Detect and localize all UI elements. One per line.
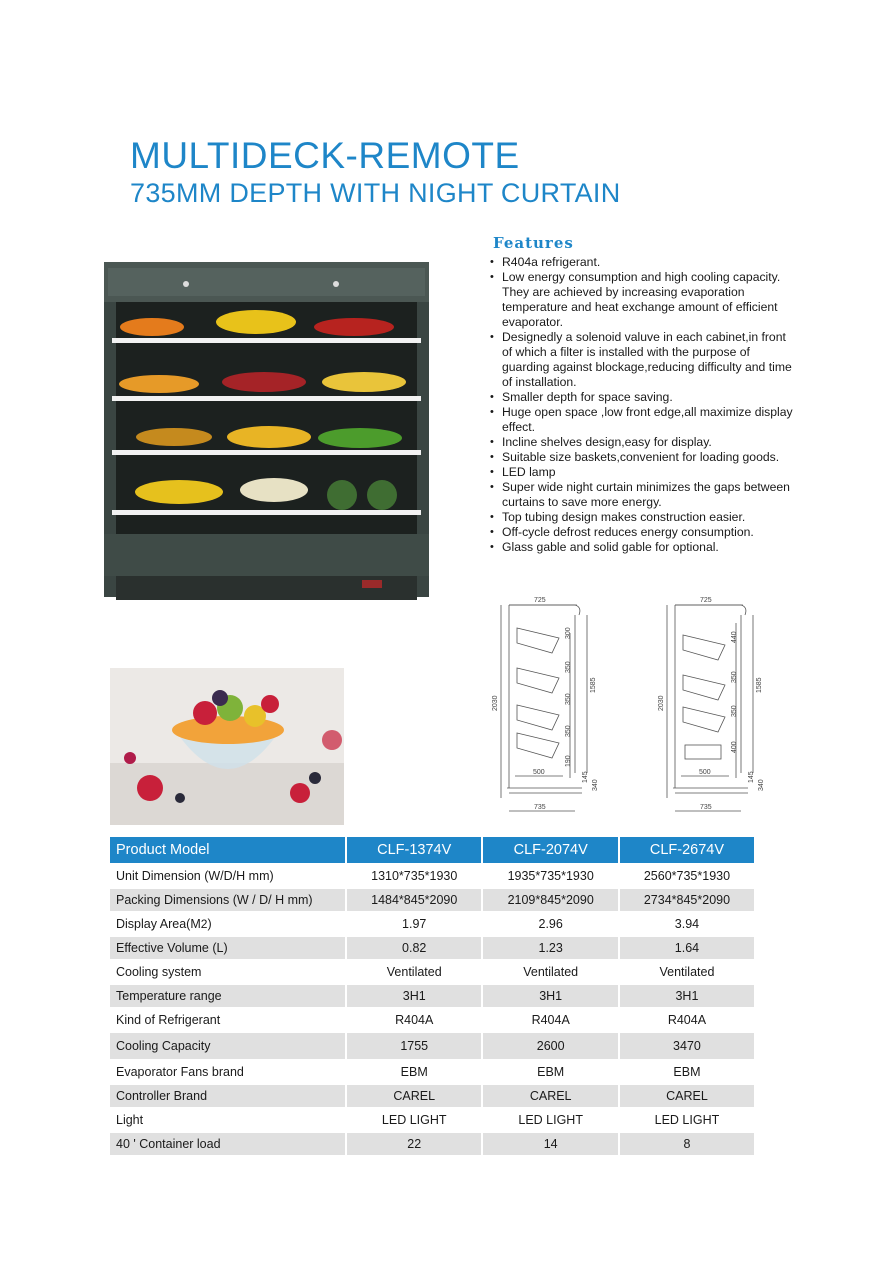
table-cell: 2560*735*1930 <box>619 864 754 888</box>
diagram-bottom-width: 735 <box>534 804 546 811</box>
table-cell: 3.94 <box>619 912 754 936</box>
table-row <box>110 1108 754 1132</box>
feature-item: • Incline shelves design,easy for display. <box>490 435 795 450</box>
table-cell: 22 <box>346 1132 482 1155</box>
spec-table <box>110 837 754 1155</box>
diagram-base-height: 145 <box>582 771 589 783</box>
diagram-spacing: 440 <box>731 631 738 643</box>
table-row <box>110 1060 754 1084</box>
feature-item: • Top tubing design makes construction easier. <box>490 510 795 525</box>
diagram-top-width: 725 <box>534 597 546 604</box>
diagram-height-inner: 1585 <box>756 677 763 693</box>
table-row <box>110 1008 754 1032</box>
table-cell: 1.97 <box>346 912 482 936</box>
table-cell: R404A <box>346 1008 482 1032</box>
features-heading: Features <box>493 234 574 252</box>
feature-item: • Designedly a solenoid valuve in each cabinet,in front of which a filter is installed with the purpose of guarding against blockage,reducing difficulty and time of installation. <box>490 330 795 390</box>
diagram-base-height: 340 <box>592 779 599 791</box>
feature-item: • Smaller depth for space saving. <box>490 390 795 405</box>
table-cell: 2109*845*2090 <box>482 888 618 912</box>
row-label: Effective Volume (L) <box>110 936 346 960</box>
row-label: Cooling Capacity <box>110 1032 346 1060</box>
table-cell: R404A <box>482 1008 618 1032</box>
row-label: Temperature range <box>110 984 346 1008</box>
table-row <box>110 864 754 888</box>
diagram-top-width: 725 <box>700 597 712 604</box>
table-row <box>110 888 754 912</box>
table-cell: CAREL <box>346 1084 482 1108</box>
feature-item: • R404a refrigerant. <box>490 255 795 270</box>
cabinet-photo <box>104 262 429 602</box>
table-cell: Ventilated <box>346 960 482 984</box>
table-cell: 1310*735*1930 <box>346 864 482 888</box>
diagram-height-inner: 1585 <box>590 677 597 693</box>
table-cell: 1755 <box>346 1032 482 1060</box>
diagram-spacing: 190 <box>565 755 572 767</box>
diagram-spacing: 400 <box>731 741 738 753</box>
page-title: MULTIDECK-REMOTE <box>130 135 520 176</box>
feature-item: • LED lamp <box>490 465 795 480</box>
table-cell: 1.23 <box>482 936 618 960</box>
diagram-base-width: 500 <box>533 769 545 776</box>
section-diagram <box>487 593 599 818</box>
table-cell: 3H1 <box>346 984 482 1008</box>
row-label: Display $Area(M^2)$ <box>110 912 346 936</box>
diagram-spacing: 350 <box>565 661 572 673</box>
section-diagram <box>653 593 765 818</box>
table-cell: 3H1 <box>482 984 618 1008</box>
table-cell: 3470 <box>619 1032 754 1060</box>
column-header: CLF-2674V <box>619 837 754 864</box>
column-header: CLF-1374V <box>346 837 482 864</box>
table-cell: Ventilated <box>619 960 754 984</box>
diagram-height-total: 2030 <box>492 695 499 711</box>
row-label: Controller Brand <box>110 1084 346 1108</box>
diagram-spacing: 350 <box>565 725 572 737</box>
row-label: Evaporator Fans brand <box>110 1060 346 1084</box>
table-cell: EBM <box>346 1060 482 1084</box>
table-cell: 1.64 <box>619 936 754 960</box>
row-label: 40 ' Container load <box>110 1132 346 1155</box>
table-cell: 3H1 <box>619 984 754 1008</box>
feature-item: • Huge open space ,low front edge,all maximize display effect. <box>490 405 795 435</box>
diagram-base-width: 500 <box>699 769 711 776</box>
table-row <box>110 936 754 960</box>
row-label: Light <box>110 1108 346 1132</box>
table-cell: Ventilated <box>482 960 618 984</box>
row-label: Kind of Refrigerant <box>110 1008 346 1032</box>
feature-item: • Super wide night curtain minimizes the gaps between curtains to save more energy. <box>490 480 795 510</box>
table-cell: EBM <box>482 1060 618 1084</box>
table-cell: LED LIGHT <box>482 1108 618 1132</box>
table-row <box>110 912 754 936</box>
diagram-base-height: 340 <box>758 779 765 791</box>
row-label: Unit Dimension (W/D/H mm) <box>110 864 346 888</box>
diagram-spacing: 350 <box>731 705 738 717</box>
feature-item: • Suitable size baskets,convenient for loading goods. <box>490 450 795 465</box>
table-cell: CAREL <box>619 1084 754 1108</box>
diagram-spacing: 300 <box>565 627 572 639</box>
diagram-base-height: 145 <box>748 771 755 783</box>
page-subtitle: 735MM DEPTH WITH NIGHT CURTAIN <box>130 178 621 208</box>
table-cell: LED LIGHT <box>619 1108 754 1132</box>
diagram-bottom-width: 735 <box>700 804 712 811</box>
row-label: Cooling system <box>110 960 346 984</box>
features-list <box>490 255 795 555</box>
feature-item: • Glass gable and solid gable for optional. <box>490 540 795 555</box>
table-cell: 1935*735*1930 <box>482 864 618 888</box>
table-cell: 8 <box>619 1132 754 1155</box>
table-row <box>110 984 754 1008</box>
diagram-spacing: 350 <box>731 671 738 683</box>
table-cell: EBM <box>619 1060 754 1084</box>
feature-item: • Low energy consumption and high cooling capacity. They are achieved by increasing evaporation temperature and heat exchange amount of efficient evaporator. <box>490 270 795 330</box>
table-row <box>110 1032 754 1060</box>
table-cell: CAREL <box>482 1084 618 1108</box>
table-cell: 0.82 <box>346 936 482 960</box>
table-cell: 1484*845*2090 <box>346 888 482 912</box>
table-cell: LED LIGHT <box>346 1108 482 1132</box>
table-row <box>110 960 754 984</box>
table-cell: 2734*845*2090 <box>619 888 754 912</box>
table-cell: 2600 <box>482 1032 618 1060</box>
feature-item: • Off-cycle defrost reduces energy consumption. <box>490 525 795 540</box>
diagram-height-total: 2030 <box>658 695 665 711</box>
table-cell: R404A <box>619 1008 754 1032</box>
table-cell: 14 <box>482 1132 618 1155</box>
row-label: Packing Dimensions (W / D/ H mm) <box>110 888 346 912</box>
table-header-row <box>110 837 754 864</box>
diagram-spacing: 350 <box>565 693 572 705</box>
fruit-bowl-photo <box>110 668 344 825</box>
column-header: CLF-2074V <box>482 837 618 864</box>
column-header: Product Model <box>110 837 346 864</box>
table-row <box>110 1132 754 1155</box>
table-cell: 2.96 <box>482 912 618 936</box>
table-row <box>110 1084 754 1108</box>
